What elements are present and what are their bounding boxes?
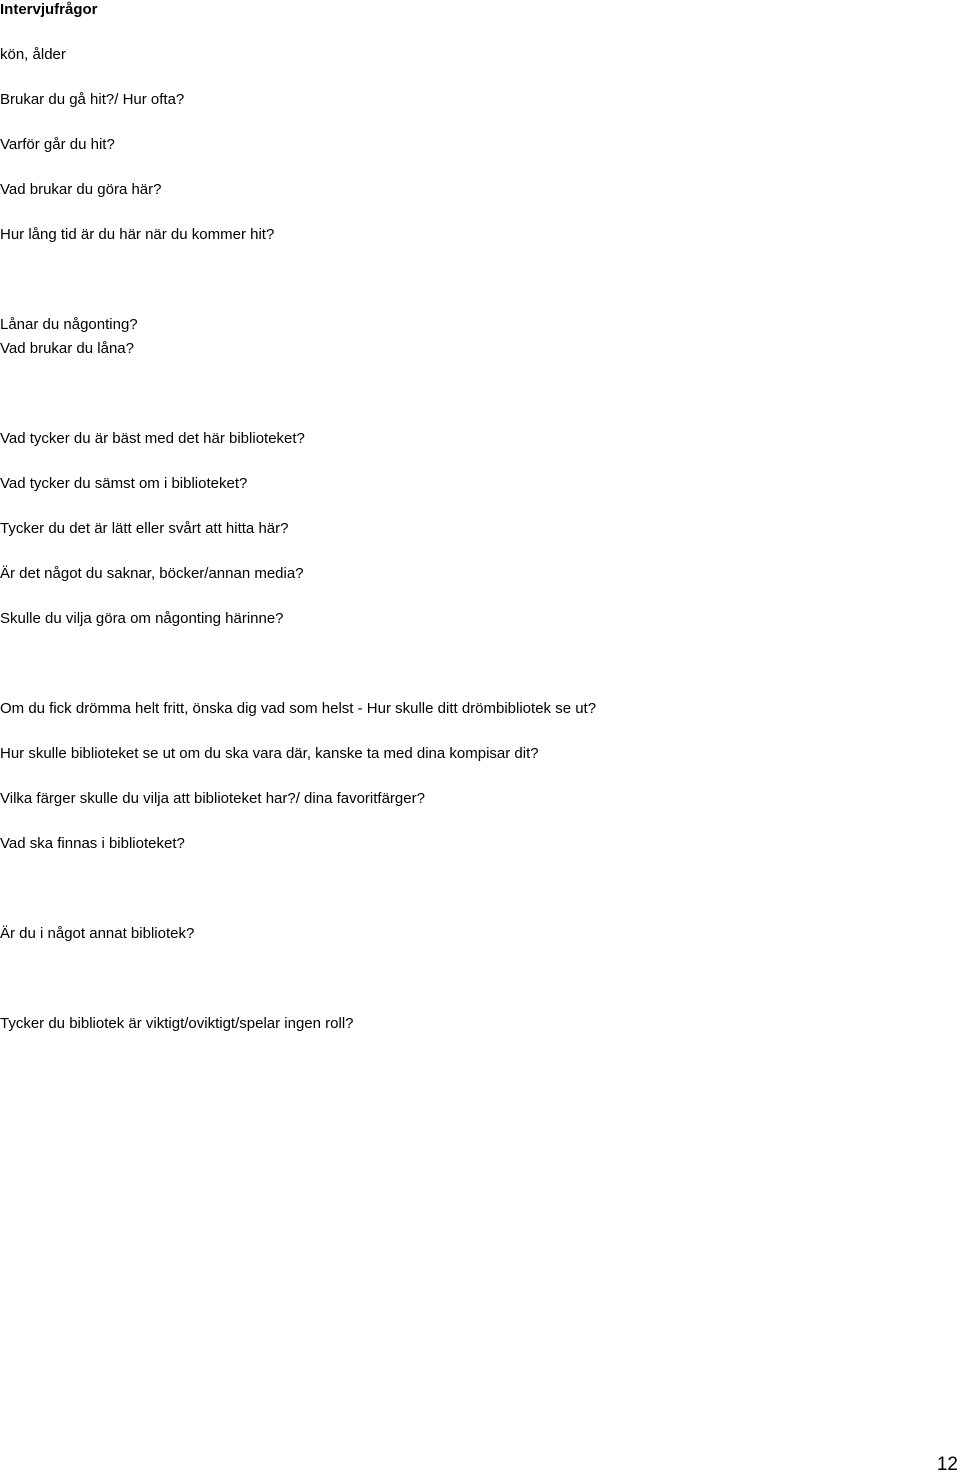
- question-item: Brukar du gå hit?/ Hur ofta?: [0, 91, 185, 108]
- question-item: Tycker du bibliotek är viktigt/oviktigt/spelar ingen roll?: [0, 1015, 354, 1032]
- question-item: Vad brukar du göra här?: [0, 181, 162, 198]
- question-item: Är du i något annat bibliotek?: [0, 925, 195, 942]
- question-item: Hur skulle biblioteket se ut om du ska vara där, kanske ta med dina kompisar dit?: [0, 745, 539, 762]
- question-item: Hur lång tid är du här när du kommer hit?: [0, 226, 275, 243]
- page-number: 12: [936, 1454, 958, 1475]
- question-item: Vad tycker du är bäst med det här biblioteket?: [0, 430, 305, 447]
- question-item: Varför går du hit?: [0, 136, 115, 153]
- question-item: Skulle du vilja göra om någonting härinne?: [0, 610, 284, 627]
- question-item: Vad tycker du sämst om i biblioteket?: [0, 475, 248, 492]
- question-item: Om du fick drömma helt fritt, önska dig vad som helst - Hur skulle ditt drömbibliotek se ut?: [0, 700, 597, 717]
- question-item: Lånar du någonting?: [0, 316, 138, 333]
- question-item: kön, ålder: [0, 46, 66, 63]
- question-item: Är det något du saknar, böcker/annan media?: [0, 565, 304, 582]
- document-title: Intervjufrågor: [0, 1, 98, 18]
- question-item: Tycker du det är lätt eller svårt att hitta här?: [0, 520, 289, 537]
- question-item: Vad ska finnas i biblioteket?: [0, 835, 185, 852]
- question-item: Vilka färger skulle du vilja att biblioteket har?/ dina favoritfärger?: [0, 790, 425, 807]
- question-item: Vad brukar du låna?: [0, 340, 134, 357]
